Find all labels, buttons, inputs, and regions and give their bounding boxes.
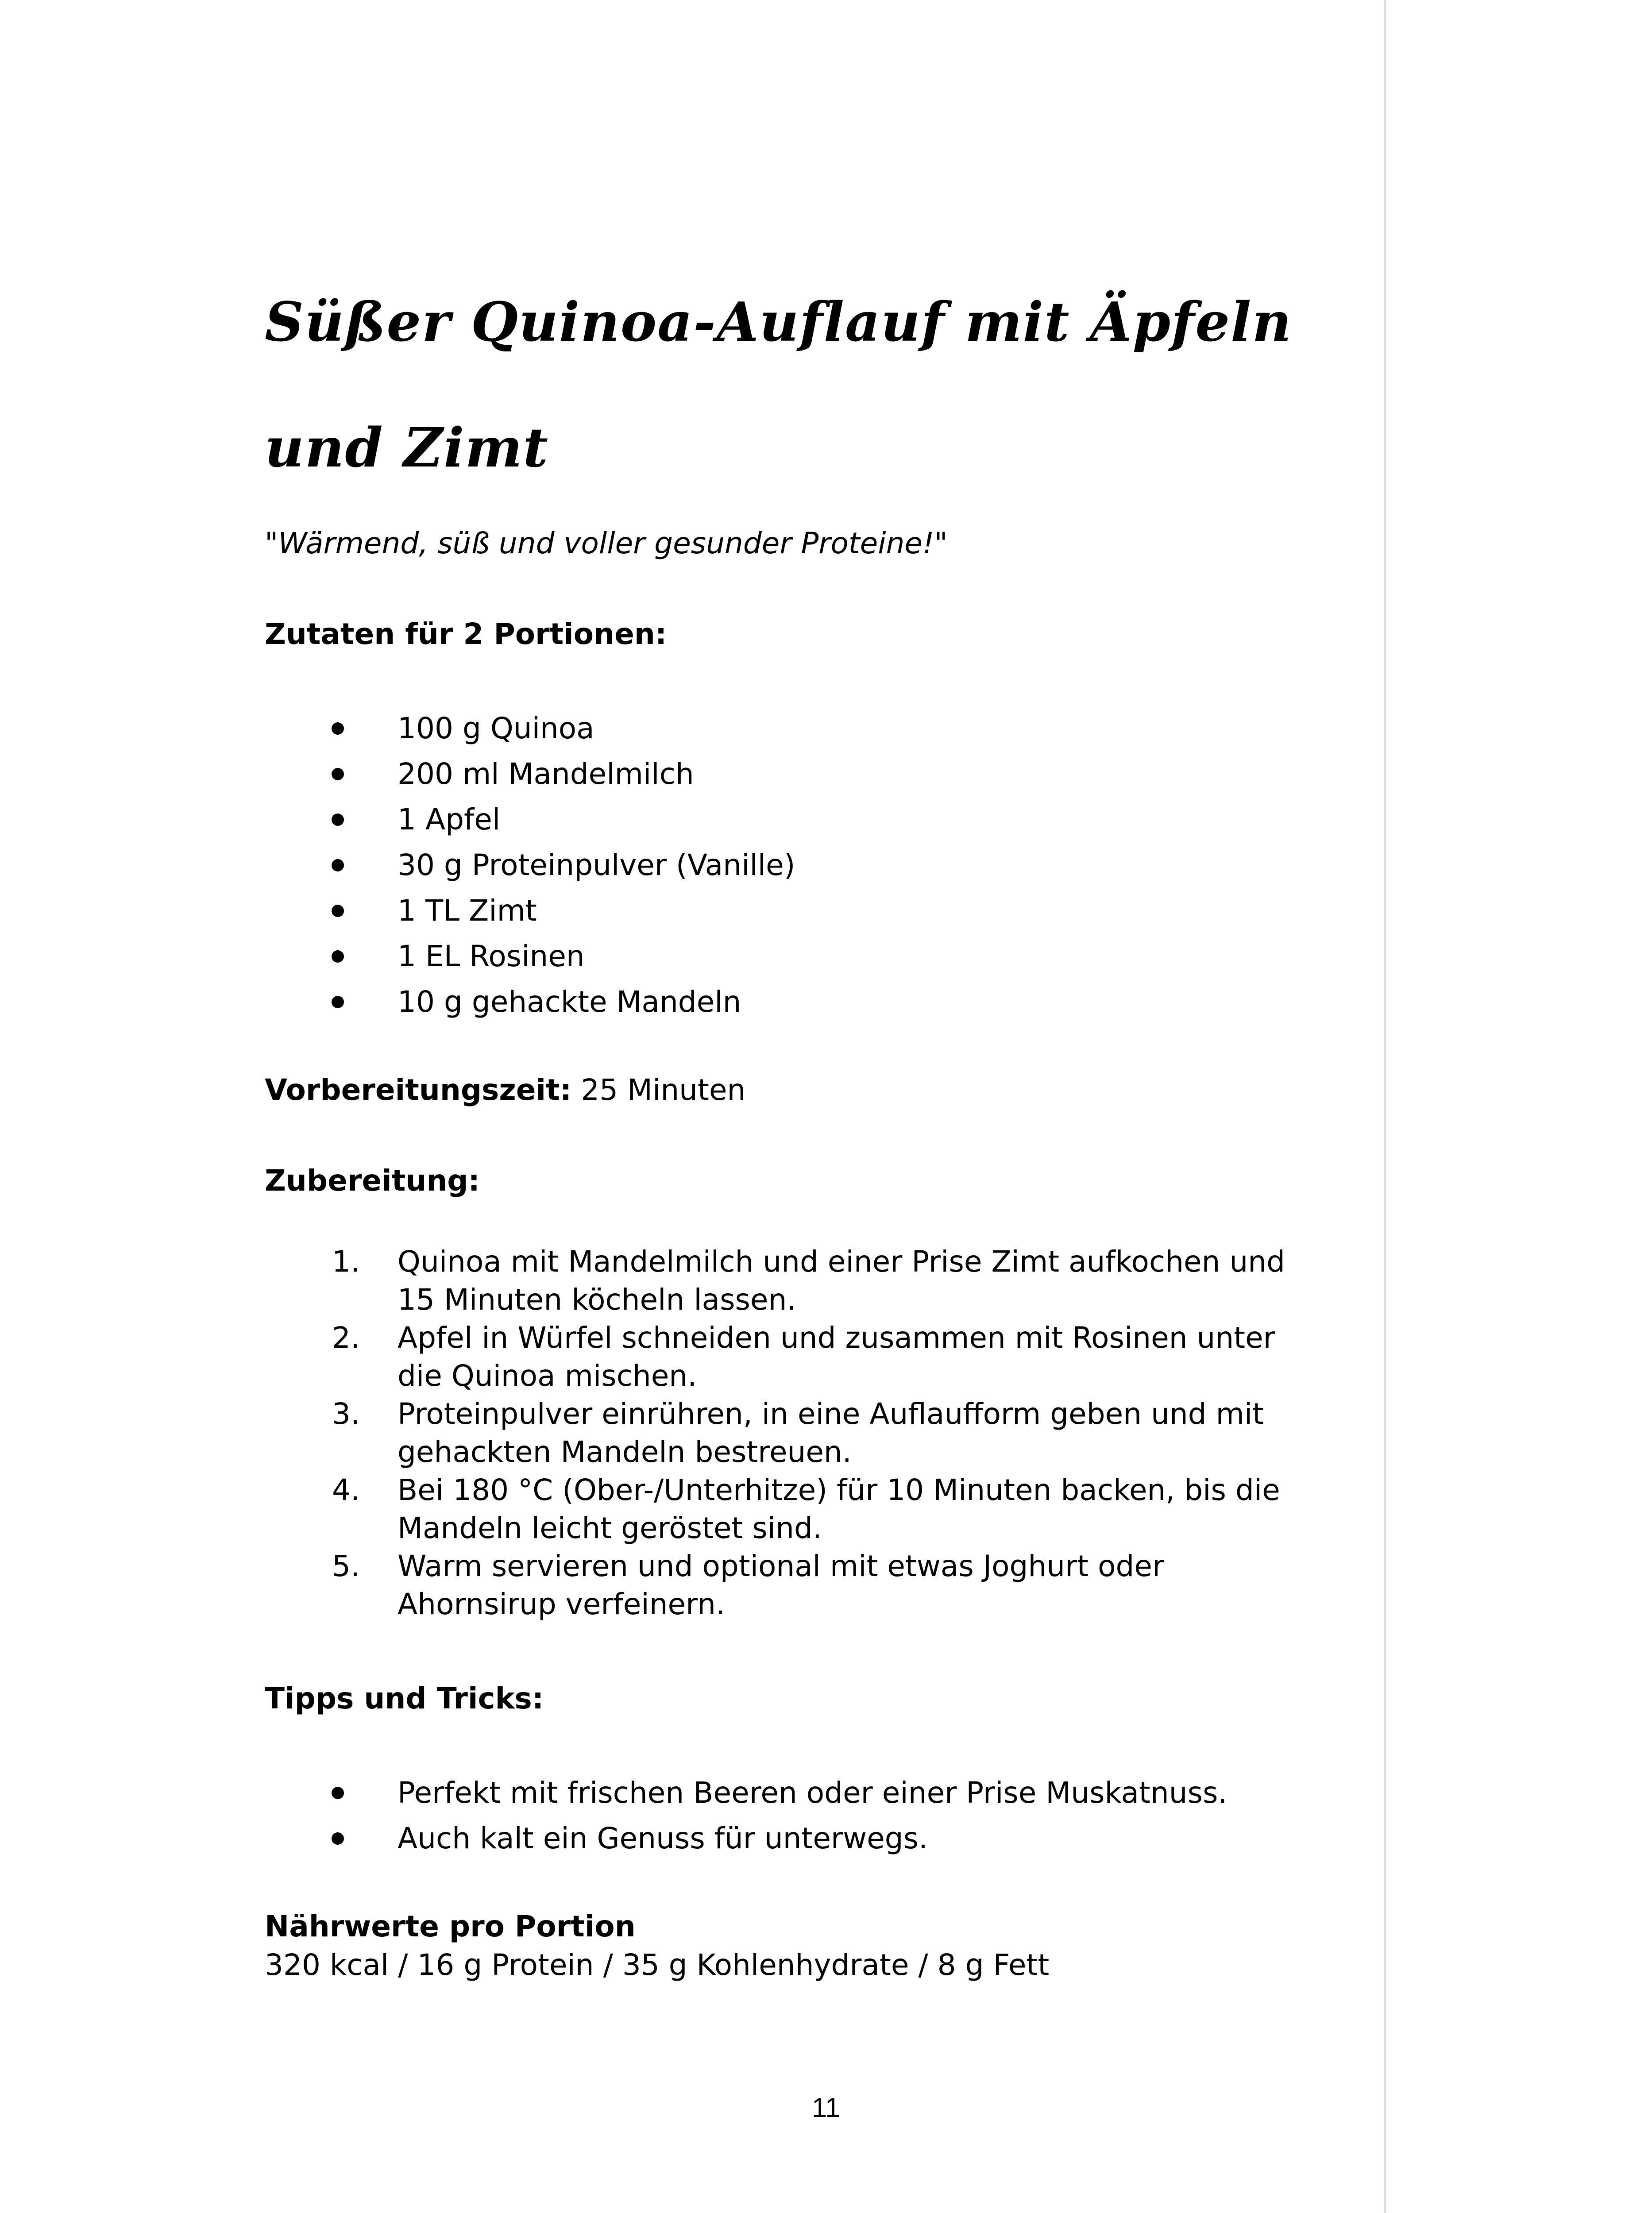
bullet-icon xyxy=(332,905,344,917)
step-text: Bei 180 °C (Ober-/Unterhitze) für 10 Minuten backen, bis die Mandeln leicht geröstet sind. xyxy=(398,1473,1280,1545)
bullet-icon xyxy=(332,722,344,735)
step-item xyxy=(265,1471,1358,1547)
preparation-heading: Zubereitung: xyxy=(265,1164,480,1198)
step-number: 4. xyxy=(332,1473,360,1507)
nutrition-values: 320 kcal / 16 g Protein / 35 g Kohlenhydrate / 8 g Fett xyxy=(265,1948,1050,1982)
ingredient-text: 10 g gehackte Mandeln xyxy=(398,985,741,1019)
ingredients-list xyxy=(265,706,795,1025)
bullet-icon xyxy=(332,950,344,963)
list-item xyxy=(265,888,795,933)
step-item xyxy=(265,1243,1358,1319)
prep-time-value: 25 Minuten xyxy=(571,1073,746,1107)
list-item xyxy=(265,979,795,1025)
bullet-icon xyxy=(332,813,344,826)
step-number: 3. xyxy=(332,1397,360,1431)
preparation-steps xyxy=(265,1243,1358,1623)
step-item xyxy=(265,1547,1358,1623)
step-text: Quinoa mit Mandelmilch und einer Prise Zimt aufkochen und 15 Minuten köcheln lassen. xyxy=(398,1245,1285,1317)
bullet-icon xyxy=(332,1832,344,1845)
step-text: Proteinpulver einrühren, in eine Auflaufform geben und mit gehackten Mandeln bestreuen. xyxy=(398,1397,1264,1469)
prep-time-label: Vorbereitungszeit: xyxy=(265,1073,572,1107)
ingredient-text: 200 ml Mandelmilch xyxy=(398,757,694,791)
bullet-icon xyxy=(332,996,344,1008)
ingredient-text: 1 EL Rosinen xyxy=(398,939,585,973)
list-item xyxy=(265,933,795,979)
list-item xyxy=(265,842,795,888)
ingredient-text: 1 Apfel xyxy=(398,802,501,837)
list-item xyxy=(265,706,795,751)
page-edge-line xyxy=(1384,0,1386,2213)
ingredient-text: 1 TL Zimt xyxy=(398,894,537,928)
ingredients-heading: Zutaten für 2 Portionen: xyxy=(265,617,667,651)
ingredient-text: 100 g Quinoa xyxy=(398,711,594,745)
list-item xyxy=(265,1770,1227,1816)
nutrition-heading: Nährwerte pro Portion xyxy=(265,1909,636,1943)
recipe-tagline: "Wärmend, süß und voller gesunder Proteine!" xyxy=(265,526,948,560)
list-item xyxy=(265,1816,1227,1861)
step-text: Apfel in Würfel schneiden und zusammen mit Rosinen unter die Quinoa mischen. xyxy=(398,1321,1275,1393)
page-number: 11 xyxy=(811,2093,841,2123)
step-number: 1. xyxy=(332,1245,360,1279)
step-item xyxy=(265,1319,1358,1395)
recipe-title: Süßer Quinoa-Auflauf mit Äpfeln und Zimt xyxy=(265,290,1293,479)
bullet-icon xyxy=(332,768,344,780)
list-item xyxy=(265,797,795,842)
step-item xyxy=(265,1395,1358,1471)
ingredient-text: 30 g Proteinpulver (Vanille) xyxy=(398,848,795,882)
step-number: 2. xyxy=(332,1321,360,1355)
list-item xyxy=(265,751,795,797)
step-text: Warm servieren und optional mit etwas Joghurt oder Ahornsirup verfeinern. xyxy=(398,1549,1165,1621)
tip-text: Auch kalt ein Genuss für unterwegs. xyxy=(398,1821,928,1855)
tip-text: Perfekt mit frischen Beeren oder einer Prise Muskatnuss. xyxy=(398,1776,1227,1810)
tips-heading: Tipps und Tricks: xyxy=(265,1681,544,1716)
bullet-icon xyxy=(332,1787,344,1799)
prep-time xyxy=(265,1068,745,1112)
step-number: 5. xyxy=(332,1549,360,1583)
tips-list xyxy=(265,1770,1227,1861)
bullet-icon xyxy=(332,859,344,871)
